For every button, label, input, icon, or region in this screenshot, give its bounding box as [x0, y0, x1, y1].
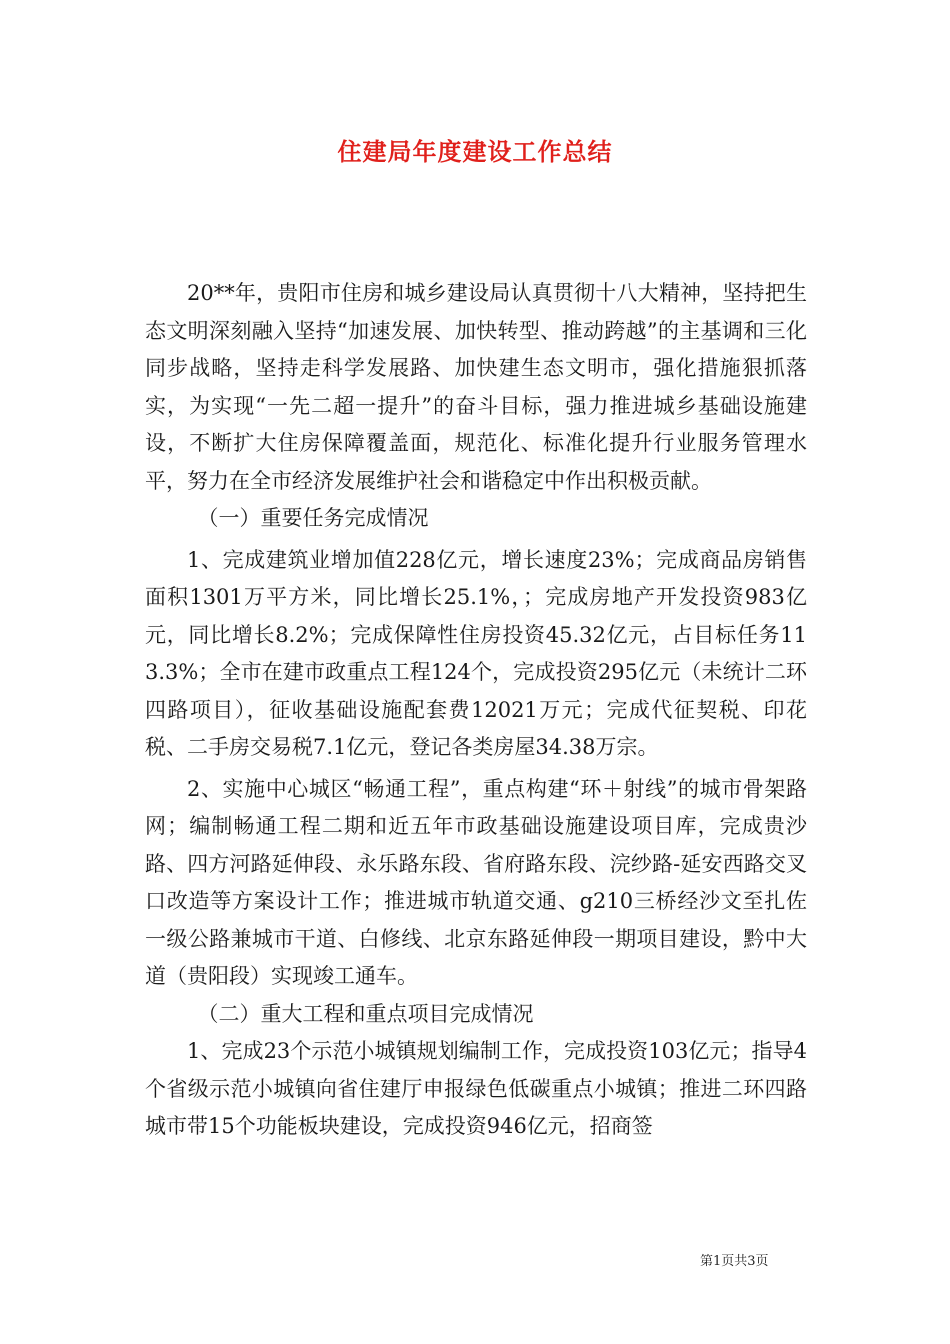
intro-paragraph: 20**年，贵阳市住房和城乡建设局认真贯彻十八大精神，坚持把生态文明深刻融入坚持“加速发展、加快转型、推动跨越”的主基调和三化同步战略，坚持走科学发展路、加快建生态文明市，强化措施狠抓落实，为实现“一先二超一提升”的奋斗目标，强力推进城乡基础设施建设，不断扩大住房保障覆盖面，规范化、标准化提升行业服务管理水平，努力在全市经济发展维护社会和谐稳定中作出积极贡献。 [145, 281, 807, 493]
page-number-footer: 第1页共3页 [700, 1254, 769, 1269]
section-heading-1: （一）重要任务完成情况 [197, 506, 429, 530]
body-paragraph: 1、完成建筑业增加值228亿元，增长速度23%；完成商品房销售面积1301万平方米，同比增长25.1%，；完成房地产开发投资983亿元，同比增长8.2%；完成保障性住房投资45.32亿元，占目标任务113.3%；全市在建市政重点工程124个，完成投资295亿元（未统计二环四路项目），征收基础设施配套费12021万元；完成代征契税、印花税、二手房交易税7.1亿元，登记各类房屋34.38万宗。 [145, 547, 807, 759]
document-title: 住建局年度建设工作总结 [337, 137, 613, 166]
body-paragraph: 2、实施中心城区“畅通工程”，重点构建“环＋射线”的城市骨架路网；编制畅通工程二期和近五年市政基础设施建设项目库，完成贵沙路、四方河路延伸段、永乐路东段、省府路东段、浣纱路-延安西路交叉口改造等方案设计工作；推进城市轨道交通、g210三桥经沙文至扎佐一级公路兼城市干道、白修线、北京东路延伸段一期项目建设，黔中大道（贵阳段）实现竣工通车。 [145, 776, 807, 988]
document-body [145, 275, 807, 1146]
section-heading-2: （二）重大工程和重点项目完成情况 [197, 1001, 534, 1026]
body-paragraph: 1、完成23个示范小城镇规划编制工作，完成投资103亿元；指导4个省级示范小城镇向省住建厅申报绿色低碳重点小城镇；推进二环四路城市带15个功能板块建设，完成投资946亿元，招商签 [145, 1039, 807, 1138]
